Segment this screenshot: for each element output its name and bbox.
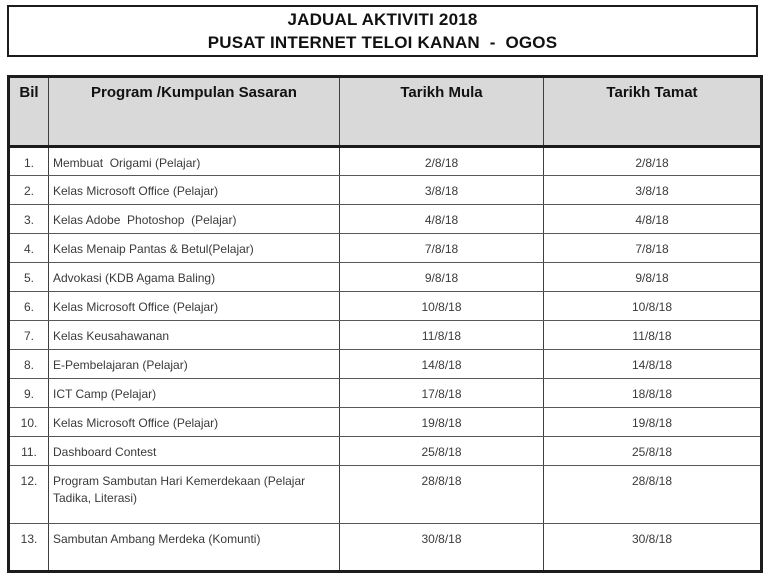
cell-program: Kelas Microsoft Office (Pelajar) xyxy=(49,292,340,321)
cell-tamat: 7/8/18 xyxy=(544,234,762,263)
table-row xyxy=(9,147,762,176)
table-row xyxy=(9,437,762,466)
cell-program: Kelas Microsoft Office (Pelajar) xyxy=(49,176,340,205)
cell-program: Kelas Menaip Pantas & Betul(Pelajar) xyxy=(49,234,340,263)
cell-program: Program Sambutan Hari Kemerdekaan (Pelajar Tadika, Literasi) xyxy=(49,466,340,524)
cell-mula: 30/8/18 xyxy=(340,524,544,572)
cell-bil: 6. xyxy=(9,292,49,321)
table-row xyxy=(9,234,762,263)
cell-mula: 9/8/18 xyxy=(340,263,544,292)
table-row xyxy=(9,524,762,572)
cell-tamat: 11/8/18 xyxy=(544,321,762,350)
cell-mula: 3/8/18 xyxy=(340,176,544,205)
cell-mula: 17/8/18 xyxy=(340,379,544,408)
table-row xyxy=(9,466,762,524)
cell-tamat: 28/8/18 xyxy=(544,466,762,524)
table-row xyxy=(9,176,762,205)
title-line-2: PUSAT INTERNET TELOI KANAN - OGOS xyxy=(207,32,558,52)
cell-tamat: 4/8/18 xyxy=(544,205,762,234)
cell-tamat: 10/8/18 xyxy=(544,292,762,321)
cell-tamat: 30/8/18 xyxy=(544,524,762,572)
title-line-1: JADUAL AKTIVITI 2018 xyxy=(287,9,478,29)
cell-tamat: 3/8/18 xyxy=(544,176,762,205)
cell-program: ICT Camp (Pelajar) xyxy=(49,379,340,408)
cell-mula: 10/8/18 xyxy=(340,292,544,321)
table-row xyxy=(9,292,762,321)
title-box xyxy=(7,5,758,57)
cell-bil: 4. xyxy=(9,234,49,263)
column-header-program: Program /Kumpulan Sasaran xyxy=(49,77,340,147)
cell-program: Kelas Adobe Photoshop (Pelajar) xyxy=(49,205,340,234)
cell-mula: 2/8/18 xyxy=(340,147,544,176)
cell-mula: 28/8/18 xyxy=(340,466,544,524)
column-header-bil: Bil xyxy=(9,77,49,147)
cell-bil: 7. xyxy=(9,321,49,350)
table-header xyxy=(9,77,762,147)
table-row xyxy=(9,350,762,379)
cell-bil: 8. xyxy=(9,350,49,379)
table-body xyxy=(9,147,762,572)
cell-bil: 1. xyxy=(9,147,49,176)
cell-bil: 3. xyxy=(9,205,49,234)
cell-tamat: 2/8/18 xyxy=(544,147,762,176)
cell-tamat: 25/8/18 xyxy=(544,437,762,466)
cell-tamat: 19/8/18 xyxy=(544,408,762,437)
header-row xyxy=(9,77,762,147)
cell-bil: 5. xyxy=(9,263,49,292)
cell-tamat: 18/8/18 xyxy=(544,379,762,408)
column-header-tamat: Tarikh Tamat xyxy=(544,77,762,147)
cell-bil: 12. xyxy=(9,466,49,524)
cell-bil: 11. xyxy=(9,437,49,466)
cell-mula: 11/8/18 xyxy=(340,321,544,350)
cell-program: E-Pembelajaran (Pelajar) xyxy=(49,350,340,379)
table-row xyxy=(9,263,762,292)
cell-tamat: 14/8/18 xyxy=(544,350,762,379)
cell-bil: 2. xyxy=(9,176,49,205)
cell-program: Dashboard Contest xyxy=(49,437,340,466)
cell-mula: 14/8/18 xyxy=(340,350,544,379)
cell-program: Kelas Microsoft Office (Pelajar) xyxy=(49,408,340,437)
column-header-mula: Tarikh Mula xyxy=(340,77,544,147)
cell-bil: 9. xyxy=(9,379,49,408)
table-row xyxy=(9,408,762,437)
schedule-table xyxy=(7,75,763,573)
cell-program: Membuat Origami (Pelajar) xyxy=(49,147,340,176)
cell-mula: 25/8/18 xyxy=(340,437,544,466)
cell-tamat: 9/8/18 xyxy=(544,263,762,292)
cell-mula: 19/8/18 xyxy=(340,408,544,437)
cell-program: Kelas Keusahawanan xyxy=(49,321,340,350)
table-row xyxy=(9,321,762,350)
cell-mula: 4/8/18 xyxy=(340,205,544,234)
cell-mula: 7/8/18 xyxy=(340,234,544,263)
cell-program: Sambutan Ambang Merdeka (Komunti) xyxy=(49,524,340,572)
table-row xyxy=(9,379,762,408)
cell-bil: 10. xyxy=(9,408,49,437)
cell-program: Advokasi (KDB Agama Baling) xyxy=(49,263,340,292)
cell-bil: 13. xyxy=(9,524,49,572)
table-row xyxy=(9,205,762,234)
